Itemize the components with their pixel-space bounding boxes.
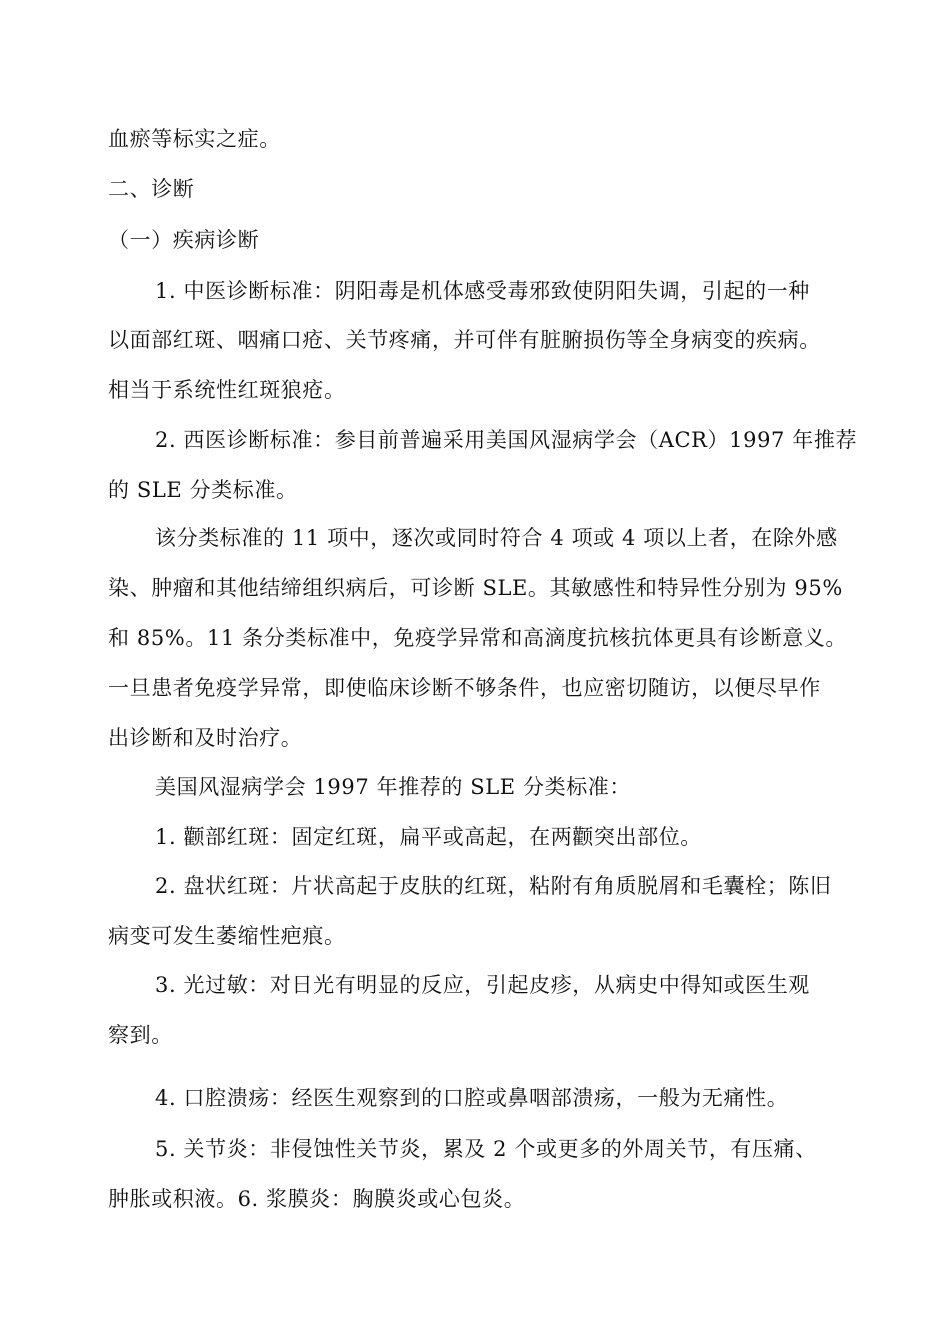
subsection-heading: （一）疾病诊断 bbox=[108, 228, 260, 252]
list-item: 5. 关节炎：非侵蚀性关节炎，累及 2 个或更多的外周关节，有压痛、 bbox=[155, 1137, 817, 1161]
text-line: 和 85%。11 条分类标准中，免疫学异常和高滴度抗核抗体更具有诊断意义。 bbox=[108, 626, 847, 650]
list-item: 2. 盘状红斑：片状高起于皮肤的红斑，粘附有角质脱屑和毛囊栓；陈旧 bbox=[155, 874, 832, 898]
text-line: 2. 西医诊断标准：参目前普遍采用美国风湿病学会（ACR）1997 年推荐 bbox=[155, 428, 858, 452]
text-line: 1. 中医诊断标准：阴阳毒是机体感受毒邪致使阴阳失调，引起的一种 bbox=[155, 279, 810, 303]
text-line: 染、肿瘤和其他结缔组织病后，可诊断 SLE。其敏感性和特异性分别为 95% bbox=[108, 576, 843, 600]
text-line: 的 SLE 分类标准。 bbox=[108, 478, 298, 502]
text-line: 肿胀或积液。6. 浆膜炎：胸膜炎或心包炎。 bbox=[108, 1187, 526, 1211]
text-line: 该分类标准的 11 项中，逐次或同时符合 4 项或 4 项以上者，在除外感 bbox=[155, 526, 838, 550]
list-item: 4. 口腔溃疡：经医生观察到的口腔或鼻咽部溃疡，一般为无痛性。 bbox=[155, 1086, 789, 1110]
text-line: 出诊断和及时治疗。 bbox=[108, 726, 303, 750]
text-line: 病变可发生萎缩性疤痕。 bbox=[108, 924, 346, 948]
section-heading: 二、诊断 bbox=[108, 177, 195, 201]
text-line: 美国风湿病学会 1997 年推荐的 SLE 分类标准： bbox=[155, 775, 632, 799]
text-line: 以面部红斑、咽痛口疮、关节疼痛，并可伴有脏腑损伤等全身病变的疾病。 bbox=[108, 328, 821, 352]
text-line: 察到。 bbox=[108, 1023, 173, 1047]
text-line: 相当于系统性红斑狼疮。 bbox=[108, 378, 346, 402]
text-line: 血瘀等标实之症。 bbox=[108, 127, 281, 151]
list-item: 1. 颧部红斑：固定红斑，扁平或高起，在两颧突出部位。 bbox=[155, 825, 702, 849]
list-item: 3. 光过敏：对日光有明显的反应，引起皮疹，从病史中得知或医生观 bbox=[155, 973, 810, 997]
text-line: 一旦患者免疫学异常，即使临床诊断不够条件，也应密切随访，以便尽早作 bbox=[108, 676, 821, 700]
